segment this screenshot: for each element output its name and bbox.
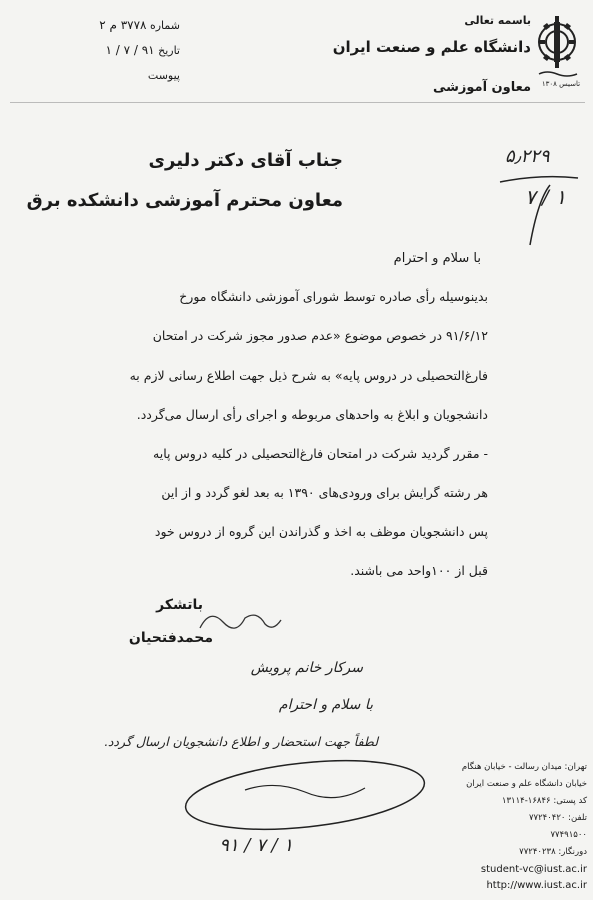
address-line: ۷۷۴۹۱۵۰۰	[550, 830, 587, 840]
recipient-name: جناب آقای دکتر دلیری	[148, 150, 343, 171]
signature-thanks: باتشکر	[156, 597, 203, 613]
recipient-title: معاون محترم آموزشی دانشکده برق	[26, 190, 343, 211]
founded-year: تاسیس ۱۳۰۸	[541, 80, 581, 88]
annotation-date: ۱ / ۷ / ۹۱	[219, 835, 293, 856]
letter-date-row	[80, 43, 180, 57]
annotation-line: با سلام و احترام	[278, 697, 373, 713]
letter-number-row	[80, 18, 180, 32]
annotation-loop-icon	[175, 750, 440, 840]
paragraph-line: دانشجویان و ابلاغ به واحدهای مربوطه و اجرای رأی ارسال می‌گردد.	[136, 407, 488, 422]
decision-line: پس دانشجویان موظف به اخذ و گذراندن این گروه از دروس خود	[154, 524, 488, 539]
letter-number-label: شماره	[149, 19, 180, 32]
letter-date-value: ۹۱ / ۷ / ۱	[105, 43, 155, 57]
address-line: کد پستی: ۱۶۸۴۶-۱۳۱۱۴	[501, 796, 587, 806]
address-line: دورنگار: ۷۷۲۴۰۲۳۸	[519, 847, 587, 857]
decision-line: هر رشته گرایش برای ورودی‌های ۱۳۹۰ به بعد لغو گردد و از این	[161, 485, 488, 500]
letter-number-value: ۳۷۷۸ م ۲	[99, 18, 147, 32]
header-divider	[10, 102, 585, 103]
annotation-line: لطفاً جهت استحضار و اطلاع دانشجویان ارسال گردد.	[103, 734, 378, 749]
address-line: تهران: میدان رسالت - خیابان هنگام	[461, 762, 587, 772]
greeting: با سلام و احترام	[393, 251, 481, 266]
address-line: تلفن: ۷۷۲۴۰۴۲۰	[528, 813, 587, 823]
university-name: دانشگاه علم و صنعت ایران	[332, 38, 531, 56]
signatory-name: محمدفتحیان	[128, 630, 213, 646]
attachment-row	[80, 69, 180, 82]
basmala-heading: باسمه تعالی	[464, 14, 531, 27]
paragraph-line: ۹۱/۶/۱۲ در خصوص موضوع «عدم صدور مجوز شرکت در امتحان	[152, 328, 488, 343]
handwritten-ref-number: ۵٫۲۲۹	[505, 146, 550, 167]
address-line: خیابان دانشگاه علم و صنعت ایران	[466, 779, 587, 789]
handwritten-ref-date: ۱ / ۷	[525, 185, 566, 209]
paragraph-line: فارغ‌التحصیلی در دروس پایه» به شرح ذیل جهت اطلاع رسانی لازم به	[129, 368, 488, 383]
ref-strikes-icon	[490, 160, 585, 250]
website-link[interactable]: http://www.iust.ac.ir	[486, 880, 587, 891]
email-link[interactable]: student-vc@iust.ac.ir	[480, 864, 587, 875]
decision-line: قبل از ۱۰۰واحد می باشند.	[350, 563, 488, 578]
letter-date-label: تاریخ	[158, 44, 180, 57]
decision-line: - مقرر گردید شرکت در امتحان فارغ‌التحصیلی در کلیه دروس پایه	[153, 446, 488, 461]
annotation-line: سرکار خانم پرویش	[250, 660, 363, 676]
attachment-label: پیوست	[147, 69, 180, 82]
paragraph-line: بدینوسیله رأی صادره توسط شورای آموزشی دانشگاه مورخ	[179, 289, 488, 304]
office-name: معاون آموزشی	[432, 80, 531, 95]
